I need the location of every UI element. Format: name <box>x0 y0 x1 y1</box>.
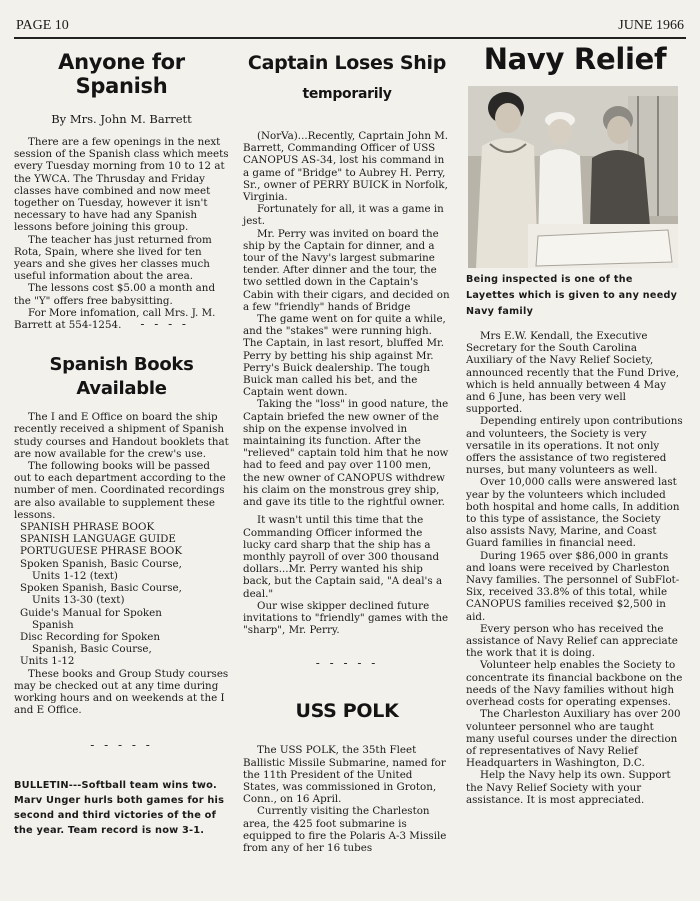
spanish-end-dash: - - - - <box>140 317 189 332</box>
relief-paragraph: Help the Navy help its own. Support the Navy Relief Society with your assistance. It is most appreciated. <box>466 769 671 806</box>
book-item: Spoken Spanish, Basic Course, <box>20 557 182 570</box>
relief-paragraph: The Charleston Auxiliary has over 200 volunteer personnel who are taught many useful courses under the direction of representatives of Navy Relief Headquarters in Washington, D.C. <box>466 708 681 770</box>
page-number: PAGE 10 <box>16 18 69 33</box>
photo-image <box>468 86 678 268</box>
book-item: Spoken Spanish, Basic Course, <box>20 582 182 595</box>
captain-paragraph: Taking the "loss" in good nature, the Captain briefed the new owner of the ship on the expense involved in maintaining its function. After the "relieved" captain told him that he now had to feed and pay over 1100 men, the new owner of CANOPUS withdrew his claim on the monstrous grey ship, and gave its title to the rightful owner. <box>243 398 449 509</box>
book-item: SPANISH PHRASE BOOK <box>20 521 155 534</box>
captain-paragraph: Our wise skipper declined future invitations to "friendly" games with the "sharp", Mr. Perry. <box>243 599 449 637</box>
captain-paragraph: (NorVa)...Recently, Caprtain John M. Barrett, Commanding Officer of USS CANOPUS AS-34, lost his command in a game of "Bridge" to Aubrey H. Perry, Sr., owner of PERRY BUICK in Norfolk, Virginia. <box>243 130 449 204</box>
relief-headline: Navy Relief <box>483 42 667 76</box>
issue-date: JUNE 1966 <box>618 18 684 33</box>
relief-paragraph: Every person who has received the assistance of Navy Relief can appreciate the work that it is doing. <box>466 622 678 660</box>
layette-photo <box>468 86 678 268</box>
relief-paragraph: Volunteer help enables the Society to concentrate its financial backbone on the needs of the Navy families without high overhead costs for operating expenses. <box>466 659 683 709</box>
book-item: Spanish <box>32 618 74 631</box>
spanish-paragraph: The teacher has just returned from Rota, Spain, where she lived for ten years and she gives her classes much useful information about the area. <box>14 233 212 283</box>
column-left <box>14 40 229 901</box>
captain-paragraph: Mr. Perry was invited on board the ship by the Captain for dinner, and a tour of the Navy's largest submarine tender. After dinner and the tour, the two settled down in the Captain's Cabin with their cigars, and decided on a few "friendly" hands of Bridge <box>243 227 450 313</box>
spanish-byline: By Mrs. John M. Barrett <box>51 112 192 126</box>
books-headline: Spanish Books Available <box>49 354 194 400</box>
book-item: SPANISH LANGUAGE GUIDE <box>20 533 176 546</box>
column-middle <box>243 40 451 901</box>
spanish-paragraph: The lessons cost $5.00 a month and the "Y" offers free babysitting. <box>14 282 216 307</box>
book-item: Units 13-30 (text) <box>32 594 125 607</box>
captain-paragraph: Fortunately for all, it was a game in jest. <box>243 203 444 228</box>
books-closing <box>14 668 229 717</box>
relief-paragraph: Over 10,000 calls were answered last year by the volunteers which included both hospital and home calls, In addition to this type of assistance, the Society also assists Navy, Marine, and Coast Guard families in financial need. <box>466 476 680 550</box>
spanish-headline: Anyone for Spanish <box>58 50 185 98</box>
page-header <box>14 17 686 39</box>
relief-paragraph: During 1965 over $86,000 in grants and loans were received by Charleston Navy families. The personnel of SubFlot-Six, received 33.8% of this total, while CANOPUS families received $2,500 in aid. <box>466 549 680 623</box>
captain-paragraph: It wasn't until this time that the Commanding Officer informed the lucky card sharp that the ship has a monthly payroll of over 300 thousand dollars...Mr. Perry wanted his ship back, but the Captain said, "A deal's a deal." <box>243 514 443 600</box>
bulletin-notice: BULLETIN---Softball team wins two. Marv Unger hurls both games for his second and third victories of the of the year. Team record is now 3-1. <box>14 780 225 837</box>
captain-subhead: temporarily <box>302 86 392 102</box>
spanish-paragraph: For More infomation, call Mrs. J. M. Barrett at 554-1254. <box>14 306 216 332</box>
column-right <box>466 40 684 901</box>
polk-paragraph: The USS POLK, the 35th Fleet Ballistic Missile Submarine, named for the 11th President of the United States, was commissioned in Groton, Conn., on 16 April. <box>243 744 446 806</box>
relief-article <box>466 330 684 806</box>
books-article <box>14 411 229 521</box>
relief-paragraph: Depending entirely upon contributions and volunteers, the Society is very versatile in its operations. It not only offers the assistance of two registered nurses, but many volunteers as well. <box>466 415 683 477</box>
book-item: Units 1-12 <box>20 655 75 668</box>
relief-paragraph: Mrs E.W. Kendall, the Executive Secretary for the South Carolina Auxiliary of the Navy Relief Society, announced recently that the Fund Drive, which is held annually between 4 May and 6 June, has been very well supported. <box>466 330 680 416</box>
captain-headline: Captain Loses Ship <box>247 52 447 74</box>
polk-article <box>243 744 451 854</box>
books-paragraph: The following books will be passed out to each department according to the number of men. Coordinated recordings are also available to supplement these lessons. <box>14 460 226 521</box>
book-item: Disc Recording for Spoken <box>20 630 161 643</box>
book-item: Guide's Manual for Spoken <box>20 606 162 619</box>
book-item: Units 1-12 (text) <box>32 569 118 582</box>
books-closing-paragraph: These books and Group Study courses may be checked out at any time during working hours and on weekends at the I and E Office. <box>14 667 229 717</box>
polk-headline: USS POLK <box>295 700 399 723</box>
book-item: PORTUGUESE PHRASE BOOK <box>20 545 183 558</box>
books-paragraph: The I and E Office on board the ship recently received a shipment of Spanish study courses and Handout booklets that are now available for the crew's use. <box>14 411 229 460</box>
captain-paragraph: The game went on for quite a while, and the "stakes" were running high. The Captain, in last resort, bluffed Mr. Perry by betting his ship against Mr. Perry's Buick dealership. The tough Buick man called his bet, and the Captain went down. <box>243 313 446 399</box>
books-list <box>14 521 229 667</box>
captain-end-dash: - - - - - <box>315 656 379 671</box>
photo-caption: Being inspected is one of the Layettes which is given to any needy Navy family <box>466 274 678 317</box>
book-item: Spanish, Basic Course, <box>32 643 152 656</box>
captain-article <box>243 130 451 636</box>
books-end-dash: - - - - - <box>90 738 153 753</box>
spanish-article <box>14 136 229 331</box>
spanish-paragraph: There are a few openings in the next session of the Spanish class which meets every Tuesday morning from 10 to 12 at the YWCA. The Thrusday and Friday classes have combined and now meet together on Tuesday, however it isn't necessary to have had any Spanish lessons before joining this group. <box>14 136 229 234</box>
polk-paragraph: Currently visiting the Charleston area, the 425 foot submarine is equipped to fire the Polaris A-3 Missile from any of her 16 tubes <box>243 805 447 854</box>
